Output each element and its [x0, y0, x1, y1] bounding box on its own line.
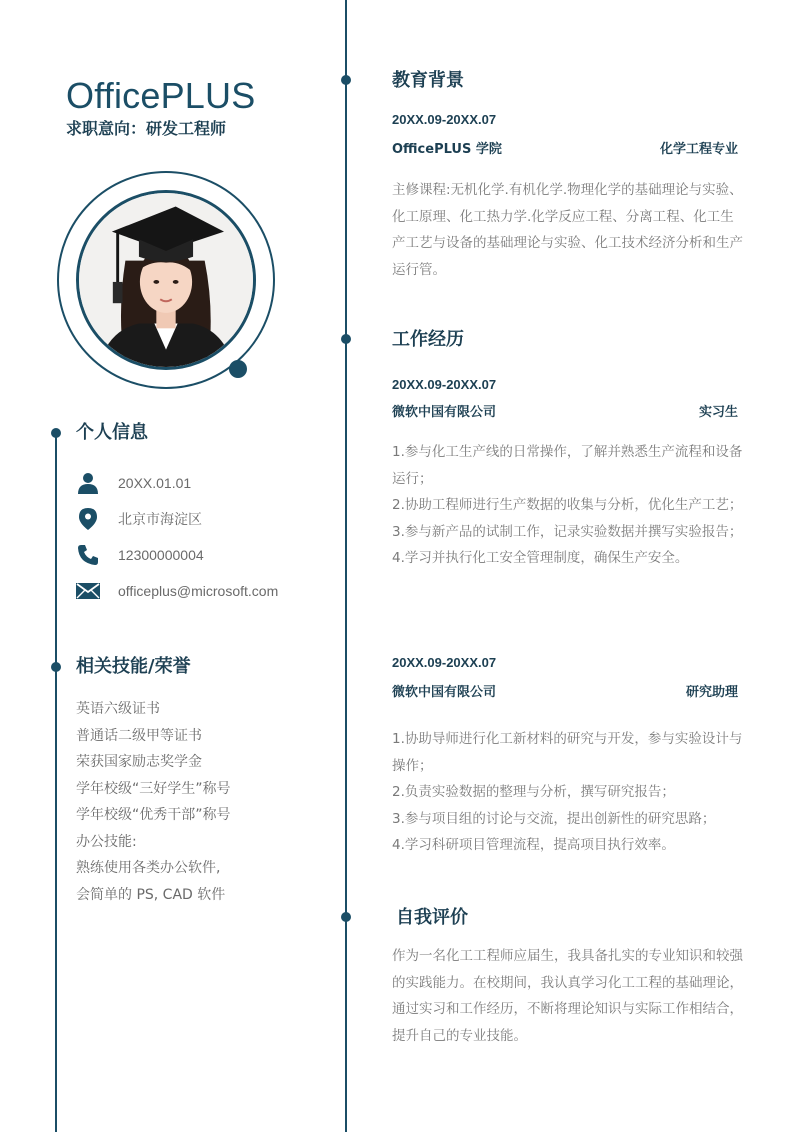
- birth-date: 20XX.01.01: [118, 475, 192, 491]
- skill-item: 荣获国家励志奖学金: [76, 754, 202, 770]
- location: 北京市海淀区: [118, 511, 202, 527]
- brand-title: OfficePLUS: [66, 75, 256, 116]
- phone-icon: [76, 543, 100, 567]
- skill-item: 熟练使用各类办公软件,: [76, 860, 221, 876]
- duty-item: 3.参与新产品的试制工作，记录实验数据并撰写实验报告；: [392, 523, 743, 540]
- timeline-dot: [341, 912, 351, 922]
- envelope-icon: [76, 579, 100, 603]
- duty-item: 1.协助导师进行化工新材料的研究与开发，参与实验设计与操作；: [392, 731, 743, 774]
- location-row: [76, 507, 202, 531]
- self-evaluation-title: 自我评价: [396, 907, 468, 928]
- skill-item: 英语六级证书: [76, 701, 160, 717]
- major-name: 化学工程专业: [659, 142, 738, 157]
- duty-item: 1.参与化工生产线的日常操作，了解并熟悉生产流程和设备运行；: [392, 444, 743, 487]
- timeline-dot: [51, 662, 61, 672]
- skills-list: [76, 696, 231, 908]
- email-row: [76, 579, 278, 603]
- right-timeline-line: [345, 0, 347, 1132]
- timeline-dot: [341, 75, 351, 85]
- skill-item: 学年校级“优秀干部”称号: [76, 807, 231, 823]
- timeline-dot: [341, 334, 351, 344]
- education-date: 20XX.09-20XX.07: [392, 112, 497, 127]
- timeline-dot: [51, 428, 61, 438]
- job-role: 研究助理: [685, 685, 738, 700]
- education-title: 教育背景: [392, 70, 464, 91]
- job-duties: [392, 726, 744, 859]
- skill-item: 普通话二级甲等证书: [76, 727, 202, 744]
- duty-item: 2.负责实验数据的整理与分析，撰写研究报告；: [392, 784, 675, 800]
- phone-row: [76, 543, 204, 567]
- photo-decor-dot: [229, 360, 247, 378]
- company-name: 微软中国有限公司: [392, 685, 497, 700]
- education-org-row: [392, 141, 738, 159]
- duty-item: 3.参与项目组的讨论与交流，提出创新性的研究思路；: [392, 810, 716, 827]
- job-role: 实习生: [698, 405, 738, 420]
- job-org-row: [392, 404, 738, 422]
- work-title: 工作经历: [392, 329, 464, 350]
- job-org-row: [392, 684, 738, 702]
- duty-item: 4.学习并执行化工安全管理制度，确保生产安全。: [392, 550, 689, 566]
- email: officeplus@microsoft.com: [118, 583, 279, 599]
- person-icon: [76, 471, 100, 495]
- job-date: 20XX.09-20XX.07: [392, 655, 497, 670]
- birth-date-row: [76, 471, 191, 495]
- self-evaluation-text: 作为一名化工工程师应届生，我具备扎实的专业知识和较强的实践能力。在校期间，我认真学习化工工程的基础理论，通过实习和工作经历，不断将理论知识与实际工作相结合，提升自己的专业技能。: [392, 948, 743, 1044]
- avatar: [76, 190, 256, 370]
- skill-item: 办公技能:: [76, 833, 137, 850]
- duty-item: 2.协助工程师进行生产数据的收集与分析，优化生产工艺；: [392, 497, 743, 513]
- personal-info-title: 个人信息: [76, 422, 148, 443]
- phone-number: 12300000004: [118, 547, 204, 563]
- left-timeline-line: [55, 433, 57, 1132]
- graduation-portrait-icon: [79, 193, 253, 367]
- location-pin-icon: [76, 507, 100, 531]
- education-description: 主修课程:无机化学.有机化学.物理化学的基础理论与实验、化工原理、化工热力学.化学反应工程、分离工程、化工生产工艺与设备的基础理论与实验、化工技术经济分析和生产运行管。: [392, 182, 743, 278]
- company-name: 微软中国有限公司: [392, 405, 497, 420]
- skill-item: 会简单的 PS, CAD 软件: [76, 886, 226, 903]
- skill-item: 学年校级“三好学生”称号: [76, 780, 231, 797]
- skills-title: 相关技能/荣誉: [76, 656, 191, 677]
- job-duties: [392, 439, 744, 572]
- duty-item: 4.学习科研项目管理流程，提高项目执行效率。: [392, 837, 675, 853]
- job-intent: 求职意向：研发工程师: [66, 119, 227, 138]
- school-name: OfficePLUS 学院: [392, 142, 502, 157]
- job-date: 20XX.09-20XX.07: [392, 377, 497, 392]
